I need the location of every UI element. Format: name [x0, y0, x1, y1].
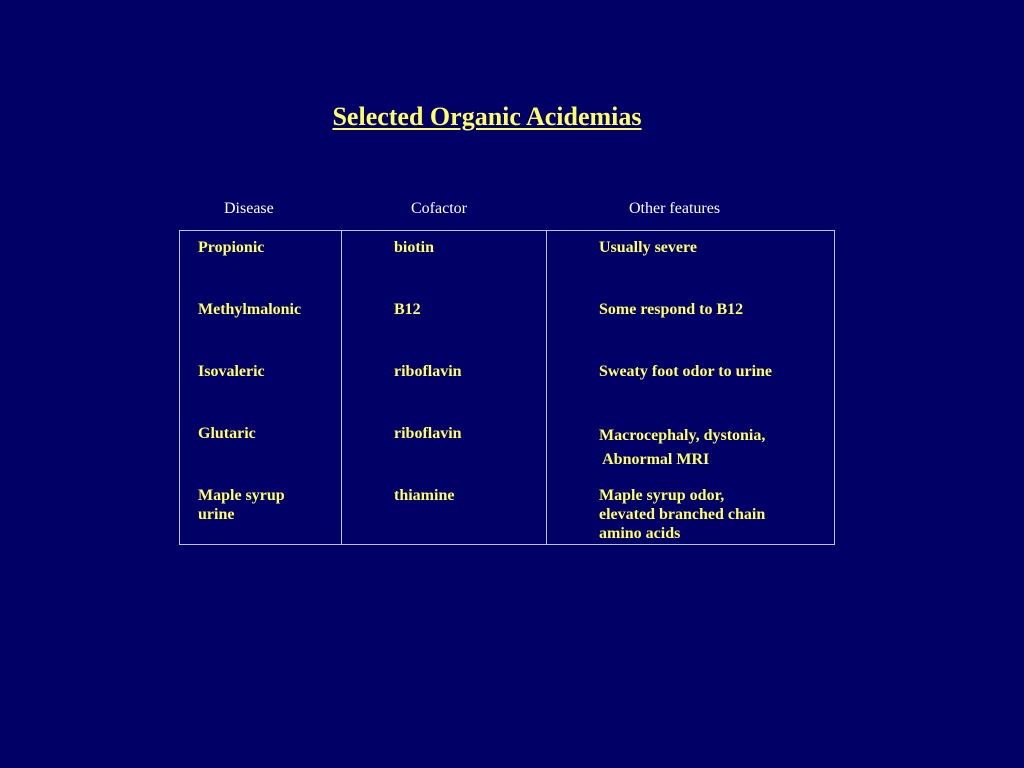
disease-line: Propionic — [198, 239, 265, 256]
features-line: amino acids — [599, 525, 681, 542]
disease-line: Isovaleric — [198, 363, 265, 380]
cofactor-cell: B12 — [394, 301, 421, 318]
slide-title: Selected Organic Acidemias — [332, 102, 642, 131]
disease-cell — [198, 424, 256, 443]
features-line: Sweaty foot odor to urine — [599, 363, 773, 380]
features-line: Macrocephaly, dystonia, — [599, 427, 766, 444]
features-line: Some respond to B12 — [599, 301, 744, 318]
features-cell — [599, 300, 743, 319]
disease-cell — [198, 238, 264, 257]
disease-cell — [198, 486, 285, 524]
column-divider — [341, 231, 342, 544]
disease-line: Glutaric — [198, 425, 256, 442]
features-cell — [599, 238, 697, 257]
column-divider — [546, 231, 547, 544]
features-line: Abnormal MRI — [599, 451, 710, 468]
cofactor-cell: riboflavin — [394, 363, 462, 380]
disease-cell — [198, 300, 301, 319]
features-cell — [599, 424, 765, 472]
features-cell — [599, 486, 765, 543]
cofactor-cell: riboflavin — [394, 425, 462, 442]
cofactor-cell: thiamine — [394, 487, 455, 504]
disease-line: Methylmalonic — [198, 301, 302, 318]
disease-line: Maple syrup — [198, 487, 285, 504]
header-other-features: Other features — [629, 200, 721, 217]
features-cell — [599, 362, 772, 381]
cofactor-cell: biotin — [394, 239, 435, 256]
features-line: Maple syrup odor, — [599, 487, 725, 504]
acidemia-table — [179, 230, 835, 545]
header-disease: Disease — [224, 200, 274, 217]
header-cofactor: Cofactor — [411, 200, 467, 217]
disease-cell — [198, 362, 265, 381]
features-line: Usually severe — [599, 239, 697, 256]
features-line: elevated branched chain — [599, 506, 766, 523]
disease-line: urine — [198, 506, 235, 523]
